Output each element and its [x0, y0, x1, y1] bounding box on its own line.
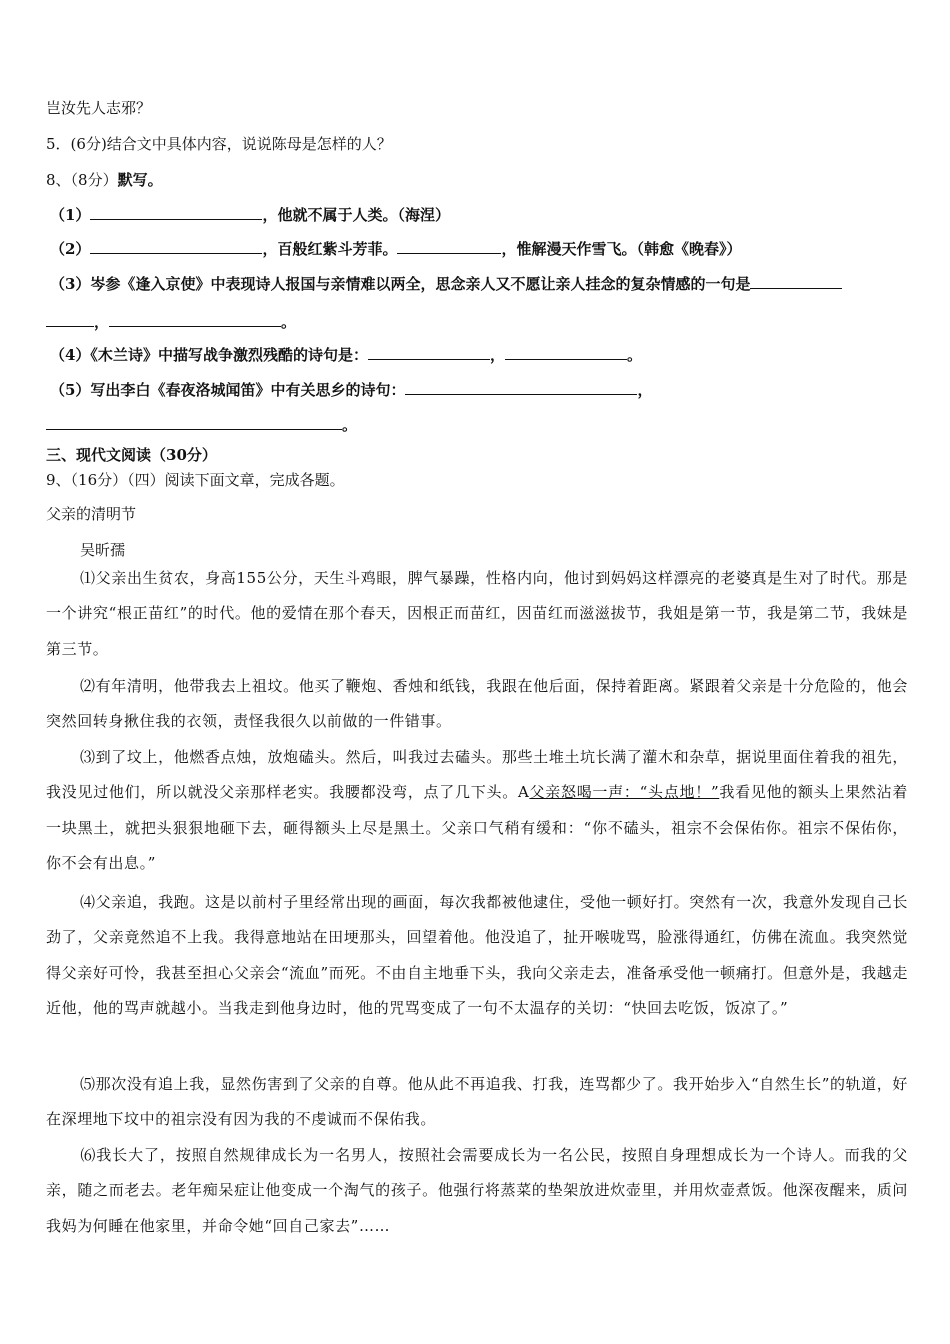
fill-blank[interactable]: [46, 311, 94, 327]
fill-line-4: [50, 344, 642, 365]
fill-line-3: [50, 273, 842, 294]
paragraph-4: [46, 885, 908, 1026]
question-5: 5．(6分)结合文中具体内容，说说陈母是怎样的人？: [46, 135, 392, 153]
paragraph-3-text-b: 我看见他的额头上果然沾着一块黑土，就把头狠狠地砸下去，砸得额头上尽是黑土。父亲口气稍有缓和：“你不磕头，祖宗不会保佑你。祖宗不保佑你，你不会有出息。”: [46, 783, 909, 872]
fill-line-1: [50, 204, 450, 225]
article-author: 吴昕孺: [80, 541, 126, 559]
paragraph-1-text: ⑴父亲出生贫农，身高155公分，天生斗鸡眼，脾气暴躁，性格内向，他讨到妈妈这样漂亮的老婆真是生对了时代。那是一个讲究“根正苗红”的时代。他的爱情在那个春天，因根正而苗红，因苗红而滋滋拔节，我姐是第一节，我是第二节，我妹是第三节。: [46, 569, 908, 658]
fill-1-text: ，他就不属于人类。（海涅）: [262, 206, 450, 224]
paragraph-2-text: ⑵有年清明，他带我去上祖坟。他买了鞭炮、香烛和纸钱，我跟在他后面，保持着距离。紧跟着父亲是十分危险的，他会突然回转身揪住我的衣领，责怪我很久以前做的一件错事。: [46, 677, 908, 731]
fill-5-end: 。: [342, 416, 358, 434]
paragraph-6: [46, 1138, 908, 1244]
question-8-title: 默写。: [117, 171, 163, 189]
paragraph-6-text: ⑹我长大了，按照自然规律成长为一名男人，按照社会需要成长为一名公民，按照自身理想成长为一个诗人。而我的父亲，随之而老去。老年痴呆症让他变成一个淘气的孩子。他强行将蒸菜的垫架放进炊壶里，并用炊壶煮饭。他深夜醒来，质问我妈为何睡在他家里，并命令她“回自己家去”……: [46, 1146, 908, 1235]
section-3-heading: 三、现代文阅读（30分）: [46, 446, 217, 464]
fill-line-3-cont: [46, 311, 296, 332]
fill-2-end: ，惟解漫天作雪飞。（韩愈《晚春》）: [501, 240, 742, 258]
fill-blank[interactable]: [368, 344, 490, 360]
fill-line-5-cont: [46, 414, 357, 435]
fill-1-number: （1）: [50, 206, 91, 224]
fill-4-text: （4）《木兰诗》中描写战争激烈残酷的诗句是：: [50, 346, 368, 364]
fill-4-end: 。: [626, 346, 642, 364]
question-9: 9、（16分）（四）阅读下面文章，完成各题。: [46, 471, 345, 489]
top-line: 岂汝先人志邪？: [46, 99, 152, 117]
fill-blank[interactable]: [46, 414, 342, 430]
fill-blank[interactable]: [90, 204, 262, 220]
paragraph-5-text: ⑸那次没有追上我，显然伤害到了父亲的自尊。他从此不再追我、打我，连骂都少了。我开始步入“自然生长”的轨道，好在深埋地下坟中的祖宗没有因为我的不虔诚而不保佑我。: [46, 1075, 908, 1129]
question-8: [46, 170, 163, 190]
fill-blank[interactable]: [505, 344, 627, 360]
fill-5-comma: ，: [637, 381, 653, 399]
paragraph-3-text-a: ⑶到了坟上，他燃香点烛，放炮磕头。然后，叫我过去磕头。那些土堆土坑长满了灌木和杂草，据说里面住着我的祖先，我没见过他们，所以就没父亲那样老实。我腰都没弯，点了几下头。A: [46, 748, 908, 802]
fill-2-mid: ，百般红紫斗芳菲。: [262, 240, 398, 258]
paragraph-3-underlined: 父亲怒喝一声：“头点地！”: [529, 783, 720, 802]
fill-5-text: （5）写出李白《春夜洛城闻笛》中有关思乡的诗句：: [50, 381, 406, 399]
paragraph-4-text: ⑷父亲追，我跑。这是以前村子里经常出现的画面，每次我都被他逮住，受他一顿好打。突然有一次，我意外发现自己长劲了，父亲竟然追不上我。我得意地站在田埂那头，回望着他。他没追了，扯开喉咙骂，脸涨得通红，仿佛在流血。我突然觉得父亲好可怜，我甚至担心父亲会“流血”而死。不由自主地垂下头，我向父亲走去，准备承受他一顿痛打。但意外是，我越走近他，他的骂声就越小。当我走到他身边时，他的咒骂变成了一句不太温存的关切：“快回去吃饭，饭凉了。”: [46, 893, 908, 1017]
fill-3-end: 。: [281, 313, 297, 331]
fill-blank[interactable]: [405, 379, 637, 395]
paragraph-2: [46, 669, 908, 740]
fill-line-2: [50, 238, 741, 259]
fill-blank[interactable]: [90, 238, 262, 254]
paragraph-5: [46, 1067, 908, 1138]
fill-2-number: （2）: [50, 240, 91, 258]
fill-3-comma: ，: [94, 313, 110, 331]
question-8-number: 8、（8分）: [46, 171, 118, 189]
fill-4-comma: ，: [489, 346, 505, 364]
fill-blank[interactable]: [750, 273, 842, 289]
fill-blank[interactable]: [109, 311, 281, 327]
article-title: 父亲的清明节: [46, 505, 137, 523]
fill-3-text: （3）岑参《逢入京使》中表现诗人报国与亲情难以两全，思念亲人又不愿让亲人挂念的复杂情感的一句是: [50, 275, 751, 293]
fill-blank[interactable]: [397, 238, 501, 254]
fill-line-5: [50, 379, 652, 400]
paragraph-3: [46, 740, 908, 881]
paragraph-1: [46, 561, 908, 667]
